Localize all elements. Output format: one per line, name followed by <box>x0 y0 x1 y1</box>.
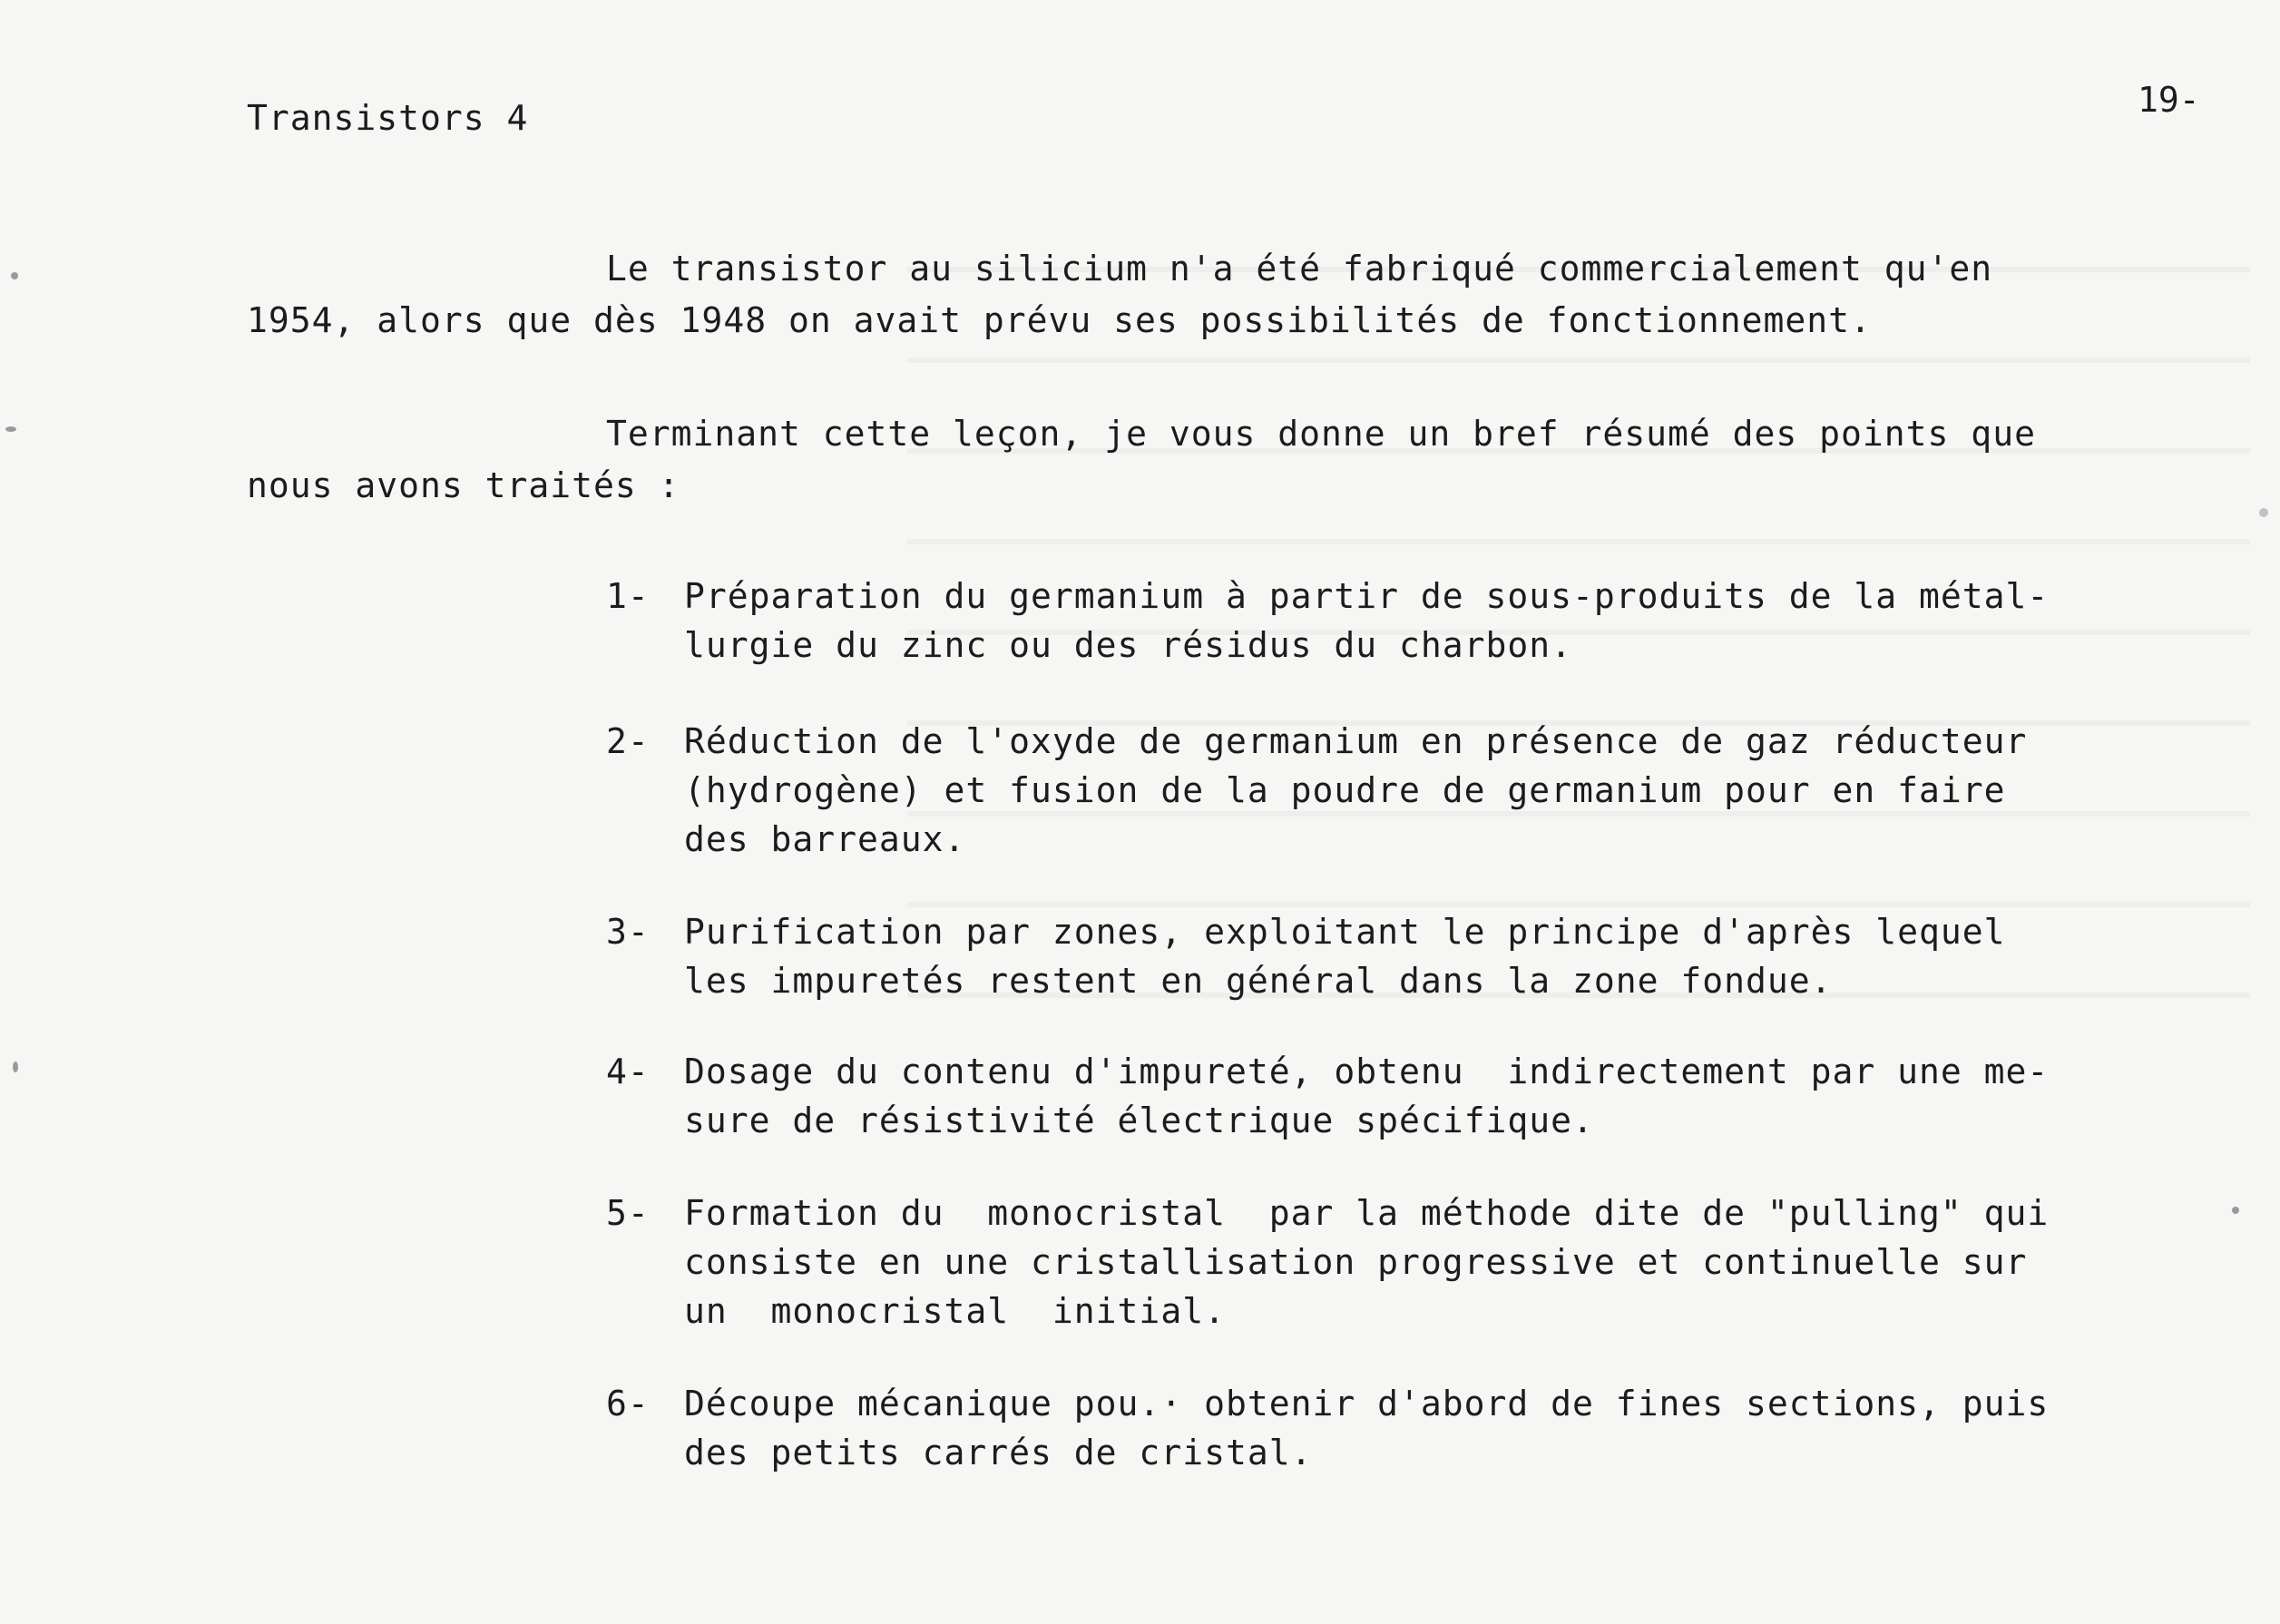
scan-speck <box>13 1061 18 1072</box>
list-item-line: Réduction de l'oxyde de germanium en présence de gaz réducteur <box>684 721 2028 761</box>
scan-speck <box>2259 508 2268 517</box>
list-item-number: 1- <box>606 576 650 616</box>
list-item <box>606 1047 2194 1145</box>
list-item-number: 3- <box>606 912 650 952</box>
list-item-number: 2- <box>606 721 650 761</box>
list-item-line: lurgie du zinc ou des résidus du charbon. <box>684 625 1572 665</box>
scan-speck <box>5 426 16 432</box>
list-item-line: sure de résistivité électrique spécifique. <box>684 1101 1594 1140</box>
list-item <box>606 1379 2194 1477</box>
list-item-line: (hydrogène) et fusion de la poudre de germanium pour en faire <box>684 770 2006 810</box>
list-item-line: des barreaux. <box>684 819 966 859</box>
list-item <box>606 572 2194 670</box>
list-item-line: Préparation du germanium à partir de sous-produits de la métal- <box>684 576 2050 616</box>
summary-intro-line-2: nous avons traités : <box>247 465 680 505</box>
list-item-line: Dosage du contenu d'impureté, obtenu indirectement par une me- <box>684 1052 2050 1091</box>
scan-speck <box>2232 1207 2239 1214</box>
list-item-number: 4- <box>606 1052 650 1091</box>
list-item <box>606 907 2194 1005</box>
list-item-line: Formation du monocristal par la méthode dite de "pulling" qui <box>684 1193 2050 1233</box>
intro-paragraph-line-1: Le transistor au silicium n'a été fabriqué commercialement qu'en <box>606 249 1993 289</box>
header-title: Transistors 4 <box>247 98 529 138</box>
list-item-number: 6- <box>606 1384 650 1423</box>
list-item <box>606 717 2194 864</box>
list-item-line: un monocristal initial. <box>684 1291 1226 1331</box>
summary-intro-line-1: Terminant cette leçon, je vous donne un bref résumé des points que <box>606 414 2036 454</box>
list-item-line: Purification par zones, exploitant le principe d'après lequel <box>684 912 2006 952</box>
page-number: 19- <box>2138 80 2200 120</box>
list-item <box>606 1189 2194 1335</box>
list-item-line: les impuretés restent en général dans la zone fondue. <box>684 961 1833 1001</box>
list-item-line: Découpe mécanique pou.· obtenir d'abord de fines sections, puis <box>684 1384 2050 1423</box>
intro-paragraph-line-2: 1954, alors que dès 1948 on avait prévu ses possibilités de fonctionnement. <box>247 300 1872 340</box>
list-item-line: consiste en une cristallisation progressive et continuelle sur <box>684 1242 2028 1282</box>
list-item-number: 5- <box>606 1193 650 1233</box>
scan-speck <box>11 272 18 279</box>
list-item-line: des petits carrés de cristal. <box>684 1433 1313 1472</box>
